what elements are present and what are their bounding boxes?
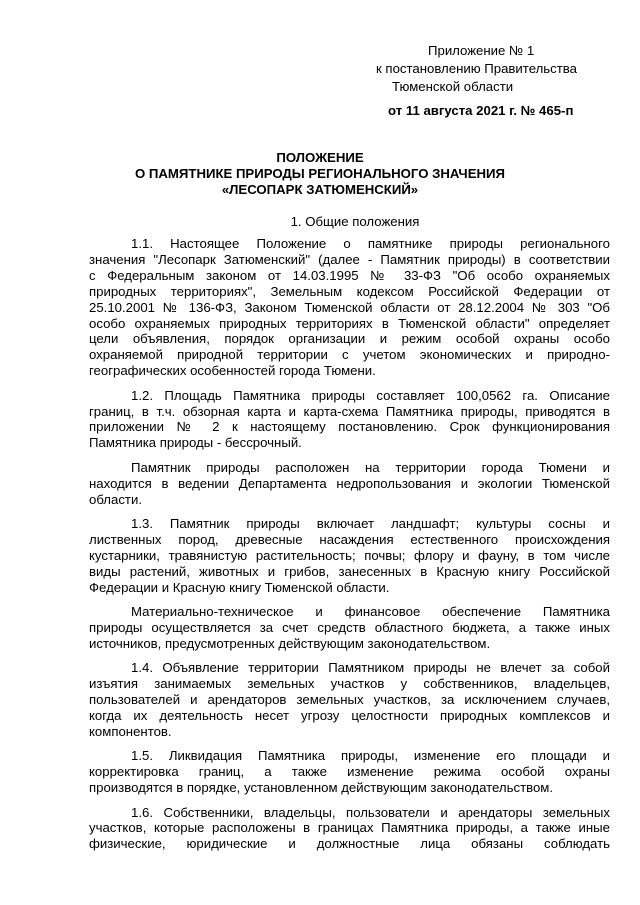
decree-date-number: от 11 августа 2021 г. № 465-п [388,103,574,118]
paragraph-line: изъятия занимаемых земельных участков у собственников, владельцев, [89,676,610,692]
paragraph [89,660,610,740]
paragraph [89,805,610,853]
paragraph-line: производятся в порядке, установленном действующим законодательством. [89,780,554,796]
paragraph-line: 1.1. Настоящее Положение о памятнике природы регионального [131,236,610,251]
paragraph [89,604,610,652]
paragraph-line: Федерации и Красную книгу Тюменской области. [89,579,390,595]
paragraph-line: Памятник природы расположен на территории города Тюмени и [131,459,610,475]
paragraph-line: природных территориях", Земельным кодексом Российской Федерации от [89,283,610,299]
document-title [60,150,580,198]
paragraph-line: корректировка границ, а также изменение режима особой охраны [89,764,610,780]
appendix-number: Приложение № 1 [428,43,535,58]
paragraph-line: особо охраняемых природных территориях в Тюменской области" определяет [89,315,610,331]
paragraph-line: значения "Лесопарк Затюменский" (далее - Памятник природы) в соответствии [89,251,610,267]
paragraph-line: 1.4. Объявление территории Памятником природы не влечет за собой [131,660,610,676]
paragraph-line: 1.3. Памятник природы включает ландшафт; культуры сосны и [131,516,610,531]
paragraph-line: границ, в т.ч. обзорная карта и карта-схема Памятника природы, приводятся в [89,403,610,419]
paragraph-line: когда их деятельность несет угрозу целостности природных комплексов и [89,707,610,723]
paragraph-line: 25.10.2001 № 136-ФЗ, Законом Тюменской области от 28.12.2004 № 303 "Об [89,299,610,315]
title-line-1: ПОЛОЖЕНИЕ [276,150,364,165]
document-body [89,236,610,861]
paragraph-line: географических особенностей города Тюмени. [89,363,376,379]
paragraph-line: лиственных пород, древесные насаждения естественного происхождения [89,531,610,547]
paragraph-line: приложении № 2 к настоящему постановлению. Срок функционирования [89,419,610,435]
paragraph-line: участков, которые расположены в границах Памятника природы, а также иные [89,820,610,836]
paragraph-line: 1.2. Площадь Памятника природы составляет 100,0562 га. Описание [131,387,610,403]
paragraph-line: природы осуществляется за счет средств областного бюджета, а также иных [89,619,610,635]
paragraph [89,388,610,452]
section-heading: 1. Общие положения [290,214,420,229]
paragraph [89,748,610,796]
appendix-header [372,42,602,120]
paragraph-line: компонентов. [89,723,172,739]
paragraph-line: источников, предусмотренных действующим законодательством. [89,635,491,651]
paragraph-line: пользователей и арендаторов земельных участков, за исключением случаев, [89,692,610,708]
paragraph-line: охраняемой природной территории с учетом экономических и природно- [89,347,610,363]
paragraph-line: Памятника природы - бессрочный. [89,435,302,451]
paragraph-line: находится в ведении Департамента недропользования и экологии Тюменской [89,475,610,491]
paragraph-line: физические, юридические и должностные лица обязаны соблюдать [89,836,610,852]
paragraph-line: цели объявления, порядок организации и режим особой охраны особо [89,331,610,347]
paragraph-line: с Федеральным законом от 14.03.1995 № 33-ФЗ "Об особо охраняемых [89,267,610,283]
paragraph-line: виды растений, животных и грибов, занесенных в Красную книгу Российской [89,563,610,579]
paragraph-line: 1.5. Ликвидация Памятника природы, изменение его площади и [131,748,610,764]
paragraph [89,236,610,379]
paragraph-line: области. [89,491,142,507]
title-line-3: «ЛЕСОПАРК ЗАТЮМЕНСКИЙ» [221,182,419,197]
paragraph-line: Материально-техническое и финансовое обеспечение Памятника [131,604,610,620]
paragraph-line: 1.6. Собственники, владельцы, пользователи и арендаторы земельных [131,804,610,820]
title-line-2: О ПАМЯТНИКЕ ПРИРОДЫ РЕГИОНАЛЬНОГО ЗНАЧЕНИЯ [135,166,505,181]
decree-reference-line1: к постановлению Правительства [376,61,577,76]
paragraph [89,460,610,508]
decree-reference-line2: Тюменской области [392,79,514,94]
paragraph-line: кустарники, травянистую растительность; почвы; флору и фауну, в том числе [89,547,610,563]
paragraph [89,516,610,596]
